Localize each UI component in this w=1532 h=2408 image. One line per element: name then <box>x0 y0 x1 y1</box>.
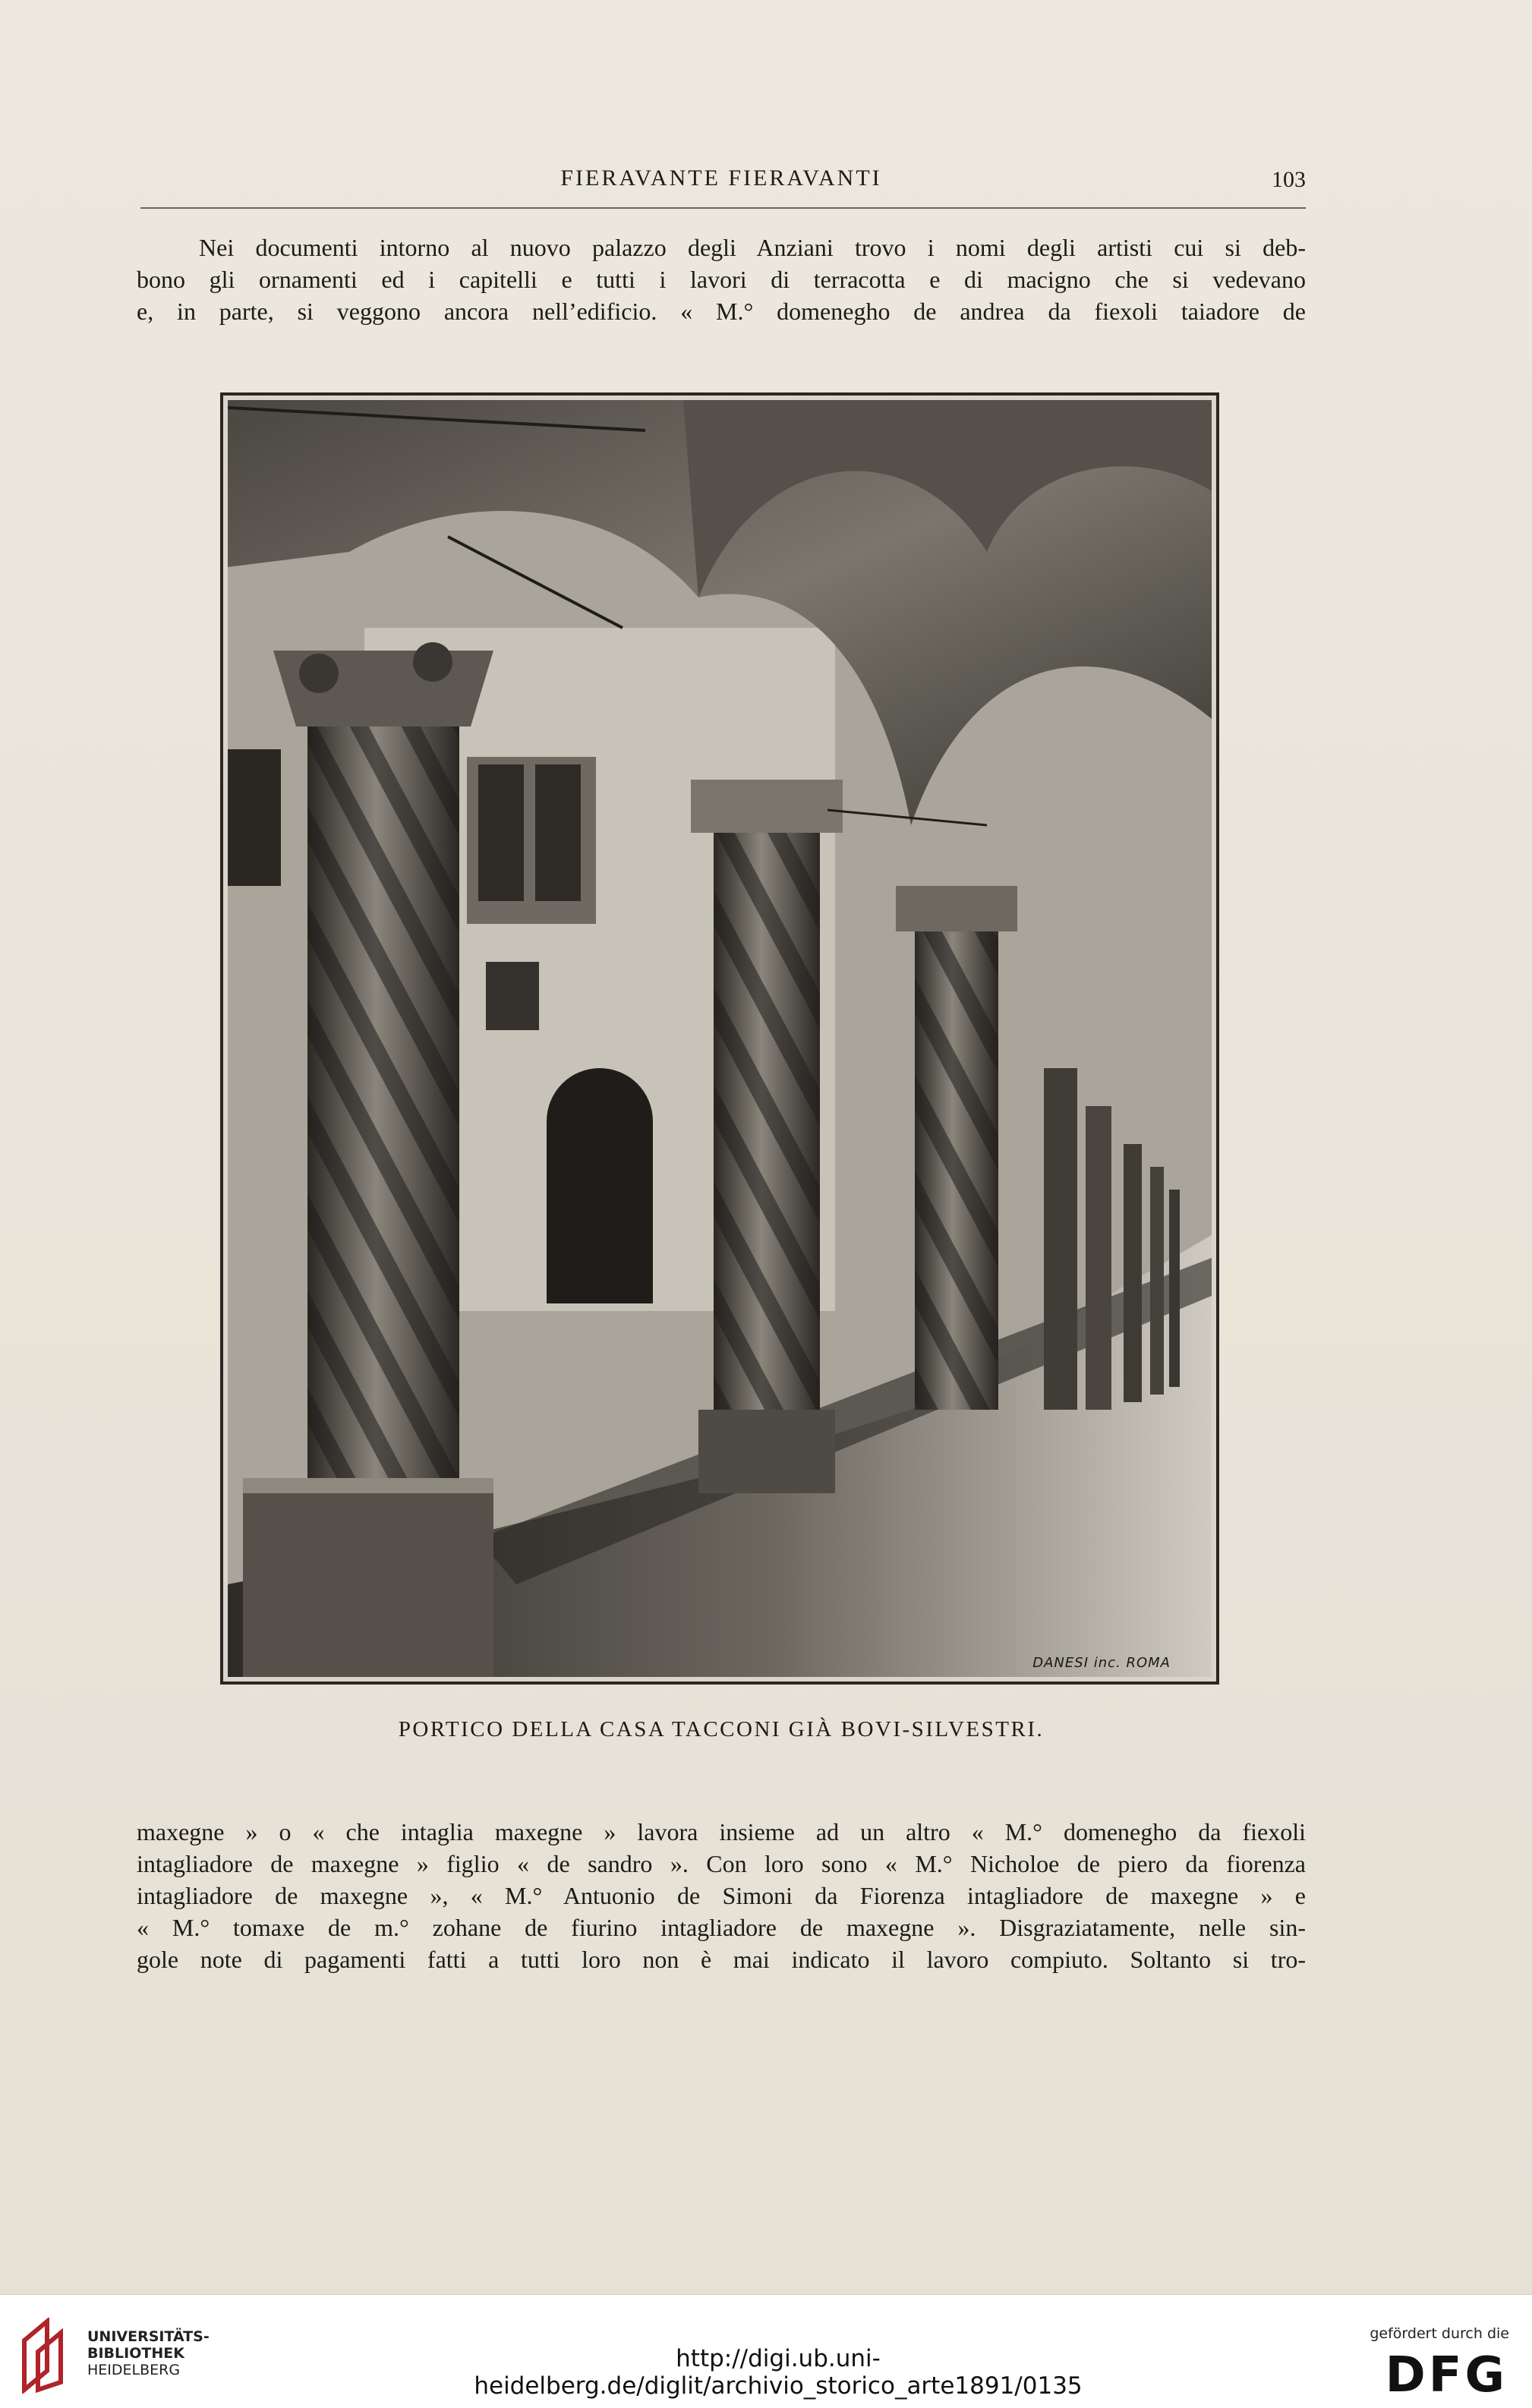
text-line: gole note di pagamenti fatti a tutti loro non è mai indicato il lavoro compiuto. Soltanto si tro- <box>137 1946 1306 1973</box>
running-head <box>137 165 1306 196</box>
library-line: UNIVERSITÄTS- <box>87 2328 210 2345</box>
text-line: « M.° tomaxe de m.° zohane de fiurino intagliadore de maxegne ». Disgraziatamente, nelle sin- <box>137 1914 1306 1941</box>
text-line: bono gli ornamenti ed i capitelli e tutti i lavori di terracotta e di macigno che si vedevano <box>137 266 1306 293</box>
portico-photograph <box>220 392 1219 1685</box>
dfg-logo: DFG <box>1385 2347 1508 2403</box>
text-line: intagliadore de maxegne » figlio « de sandro ». Con loro sono « M.° Nicholoe de piero da fiorenza <box>137 1850 1306 1877</box>
text-line: e, in parte, si veggono ancora nell’edificio. « M.° domenegho de andrea da fiexoli taiadore de <box>137 298 1306 325</box>
text-line: intagliadore de maxegne », « M.° Antuonio de Simoni da Fiorenza intagliadore de maxegne » e <box>137 1882 1306 1909</box>
page-number: 103 <box>1272 167 1306 192</box>
portico-illustration <box>228 400 1212 1677</box>
funded-by-label: gefördert durch die <box>1370 2325 1509 2342</box>
engraver-mark: DANESI inc. ROMA <box>1032 1655 1171 1671</box>
text-line: Nei documenti intorno al nuovo palazzo degli Anziani trovo i nomi degli artisti cui si deb- <box>199 234 1306 261</box>
body-paragraph-top <box>137 232 1306 327</box>
text-line: maxegne » o « che intaglia maxegne » lavora insieme ad un altro « M.° domenegho da fiexoli <box>137 1818 1306 1845</box>
running-title: FIERAVANTE FIERAVANTI <box>560 165 882 191</box>
figure-caption: PORTICO DELLA CASA TACCONI GIÀ BOVI-SILVESTRI. <box>398 1717 1045 1741</box>
library-line: HEIDELBERG <box>87 2362 181 2378</box>
library-line: BIBLIOTHEK <box>87 2345 184 2362</box>
header-rule <box>140 207 1306 209</box>
library-name <box>87 2328 210 2378</box>
permalink-url[interactable]: http://digi.ub.uni-heidelberg.de/diglit/archivio_storico_arte1891/0135 <box>474 2345 1083 2400</box>
digitization-footer <box>0 2294 1532 2408</box>
body-paragraph-bottom <box>137 1816 1306 1975</box>
university-library-logo-icon <box>17 2318 77 2394</box>
